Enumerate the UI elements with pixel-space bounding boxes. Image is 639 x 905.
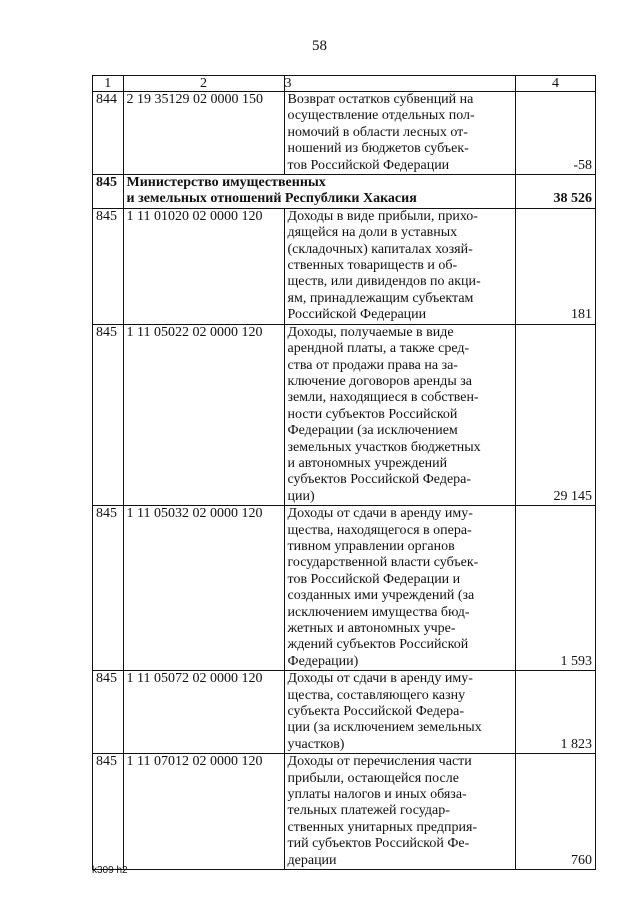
description-line: Доходы в виде прибыли, прихо- <box>287 208 478 224</box>
table-row <box>93 92 596 175</box>
description-line: Федерации (за исключением <box>287 423 458 439</box>
description-line: и автономных учреждений <box>287 455 448 471</box>
admin-code-cell: 845 <box>93 506 124 671</box>
description-line: Министерство имущественных <box>126 175 326 191</box>
description-line: уплаты налогов и иных обяза- <box>287 787 467 803</box>
description-cell <box>284 324 516 505</box>
footer-code: k309 h2 <box>92 865 128 876</box>
amount-cell <box>516 324 596 505</box>
description-line: Доходы от перечисления части <box>287 754 472 770</box>
description-line: Федерации) <box>287 653 359 669</box>
description-line: участков) <box>287 736 345 752</box>
budget-code-cell: 1 11 05032 02 0000 120 <box>123 506 284 671</box>
amount-value: 760 <box>571 852 592 868</box>
description-cell <box>284 208 516 324</box>
description-line: (складочных) капиталах хозяй- <box>287 241 473 257</box>
description-line: Доходы, получаемые в виде <box>287 324 454 340</box>
admin-code-cell: 845 <box>93 324 124 505</box>
admin-code-cell: 845 <box>93 754 124 870</box>
description-line: тивном управлении органов <box>287 538 455 554</box>
budget-code-cell: 1 11 05022 02 0000 120 <box>123 324 284 505</box>
description-line: Доходы от сдачи в аренду иму- <box>287 671 473 687</box>
amount-value: 1 593 <box>560 653 592 669</box>
description-line: ключение договоров аренды за <box>287 373 473 389</box>
description-line: ции) <box>287 488 315 504</box>
description-line: ции (за исключением земельных <box>287 720 482 736</box>
description-line: тов Российской Федерации <box>287 157 450 173</box>
description-line: субъектов Российской Федера- <box>287 472 472 488</box>
description-line: щества, составляющего казну <box>287 687 466 703</box>
description-cell <box>284 754 516 870</box>
description-cell <box>284 671 516 754</box>
amount-cell <box>516 175 596 209</box>
amount-cell <box>516 506 596 671</box>
table-row <box>93 506 596 671</box>
budget-code-cell: 1 11 07012 02 0000 120 <box>123 754 284 870</box>
description-line: созданных ими учреждений (за <box>287 588 475 604</box>
admin-code-cell: 845 <box>93 175 124 209</box>
description-line: Возврат остатков субвенций на <box>287 92 474 107</box>
admin-code-cell: 845 <box>93 208 124 324</box>
description-line: тий субъектов Российской Фе- <box>287 836 470 852</box>
description-line: земельных участков бюджетных <box>287 439 481 455</box>
description-line: ществ, или дивидендов по акци- <box>287 274 481 290</box>
budget-code-cell: 2 19 35129 02 0000 150 <box>123 92 284 175</box>
description-line: ношений из бюджетов субъек- <box>287 141 469 157</box>
description-line: щества, находящегося в опера- <box>287 522 472 538</box>
section-row <box>93 175 596 209</box>
description-line: ям, принадлежащим субъектам <box>287 290 474 306</box>
header-col-1: 1 <box>93 76 124 92</box>
description-line: прибыли, остающейся после <box>287 770 459 786</box>
amount-cell <box>516 671 596 754</box>
admin-code-cell: 844 <box>93 92 124 175</box>
header-col-3: 3 <box>284 76 516 92</box>
description-line: субъекта Российской Федера- <box>287 704 465 720</box>
description-cell <box>284 92 516 175</box>
table-row <box>93 754 596 870</box>
description-line: осуществление отдельных пол- <box>287 108 475 124</box>
admin-code-cell: 845 <box>93 671 124 754</box>
description-line: тов Российской Федерации и <box>287 571 461 587</box>
description-line: Российской Федерации <box>287 307 427 323</box>
description-line: государственной власти субъек- <box>287 555 479 571</box>
amount-value: 38 526 <box>553 191 592 207</box>
table-header-row <box>93 76 596 92</box>
description-line: ности субъектов Российской <box>287 406 458 422</box>
amount-value: 1 823 <box>560 736 592 752</box>
description-line: арендной платы, а также сред- <box>287 341 470 357</box>
description-line: ственных товариществ и об- <box>287 258 458 274</box>
description-line: ждений субъектов Российской <box>287 637 469 653</box>
table-row <box>93 208 596 324</box>
table-row <box>93 671 596 754</box>
amount-cell <box>516 208 596 324</box>
description-line: ства от продажи права на за- <box>287 357 458 373</box>
amount-value: 181 <box>571 307 592 323</box>
section-title-cell <box>123 175 516 209</box>
budget-code-cell: 1 11 05072 02 0000 120 <box>123 671 284 754</box>
description-line: земли, находящиеся в собствен- <box>287 390 479 406</box>
description-line: ственных унитарных предприя- <box>287 819 478 835</box>
header-col-4: 4 <box>516 76 596 92</box>
amount-value: 29 145 <box>553 488 592 504</box>
description-line: Доходы от сдачи в аренду иму- <box>287 506 473 522</box>
amount-cell <box>516 754 596 870</box>
description-line: дящейся на доли в уставных <box>287 225 458 241</box>
description-line: и земельных отношений Республики Хакасия <box>126 191 417 207</box>
amount-cell <box>516 92 596 175</box>
description-line: исключением имущества бюд- <box>287 604 470 620</box>
page-number: 58 <box>312 38 327 54</box>
budget-code-cell: 1 11 01020 02 0000 120 <box>123 208 284 324</box>
amount-value: -58 <box>573 157 592 173</box>
revenue-table <box>92 75 596 870</box>
header-col-2: 2 <box>123 76 284 92</box>
description-line: номочий в области лесных от- <box>287 124 468 140</box>
description-line: дерации <box>287 852 337 868</box>
description-line: тельных платежей государ- <box>287 803 450 819</box>
description-cell <box>284 506 516 671</box>
table-row <box>93 324 596 505</box>
description-line: жетных и автономных учре- <box>287 621 456 636</box>
